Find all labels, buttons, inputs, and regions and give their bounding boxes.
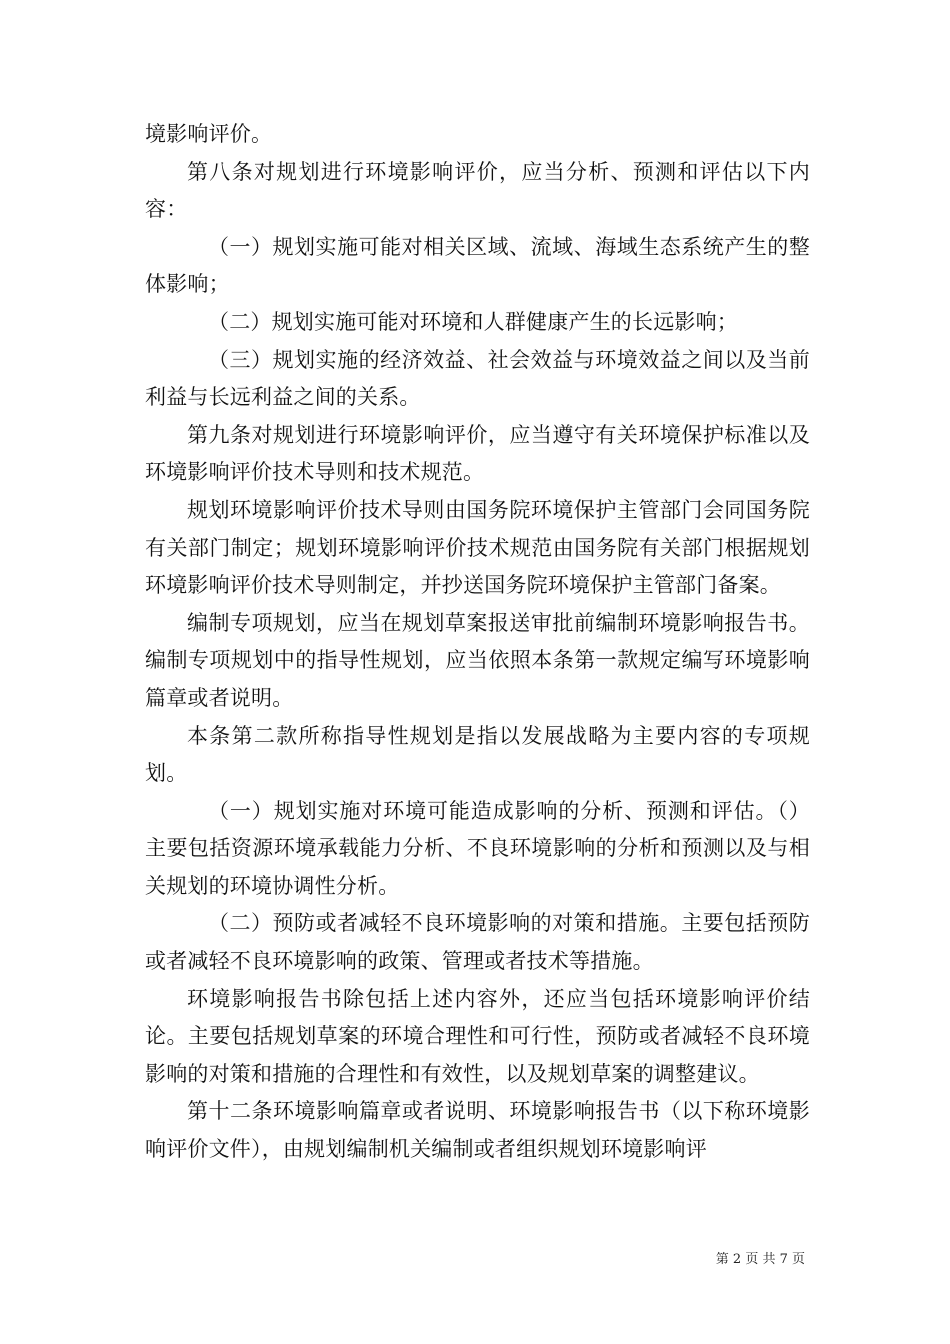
paragraph-report-item-2: （二）预防或者减轻不良环境影响的对策和措施。主要包括预防或者减轻不良环境影响的政策、管理或者技术等措施。: [145, 911, 810, 974]
paragraph-article-8-item-3: （三）规划实施的经济效益、社会效益与环境效益之间以及当前利益与长远利益之间的关系。: [145, 347, 810, 410]
page-number: 第 2 页 共 7 页: [715, 1252, 805, 1267]
paragraph-article-8-item-1: （一）规划实施可能对相关区域、流域、海域生态系统产生的整体影响；: [145, 234, 810, 297]
paragraph-special-planning: 编制专项规划，应当在规划草案报送审批前编制环境影响报告书。编制专项规划中的指导性规划，应当依照本条第一款规定编写环境影响篇章或者说明。: [145, 610, 810, 710]
paragraph-report-item-1: （一）规划实施对环境可能造成影响的分析、预测和评估。（）主要包括资源环境承载能力分析、不良环境影响的分析和预测以及与相关规划的环境协调性分析。: [145, 798, 810, 898]
paragraph-technical-guidelines: 规划环境影响评价技术导则由国务院环境保护主管部门会同国务院有关部门制定；规划环境影响评价技术规范由国务院有关部门根据规划环境影响评价技术导则制定，并抄送国务院环境保护主管部门备案。: [145, 497, 810, 598]
document-body: [145, 116, 810, 1169]
paragraph-continuation: 境影响评价。: [145, 122, 273, 146]
paragraph-article-12: 第十二条环境影响篇章或者说明、环境影响报告书（以下称环境影响评价文件），由规划编制机关编制或者组织规划环境影响评: [145, 1099, 810, 1162]
paragraph-guiding-planning-definition: 本条第二款所称指导性规划是指以发展战略为主要内容的专项规划。: [145, 723, 810, 786]
paragraph-article-9: 第九条对规划进行环境影响评价，应当遵守有关环境保护标准以及环境影响评价技术导则和技术规范。: [145, 422, 810, 485]
paragraph-article-8-item-2: （二）规划实施可能对环境和人群健康产生的长远影响；: [208, 309, 738, 334]
paragraph-report-conclusion: 环境影响报告书除包括上述内容外，还应当包括环境影响评价结论。主要包括规划草案的环境合理性和可行性，预防或者减轻不良环境影响的对策和措施的合理性和有效性，以及规划草案的调整建议。: [145, 986, 810, 1086]
paragraph-article-8: 第八条对规划进行环境影响评价，应当分析、预测和评估以下内容：: [145, 159, 810, 222]
